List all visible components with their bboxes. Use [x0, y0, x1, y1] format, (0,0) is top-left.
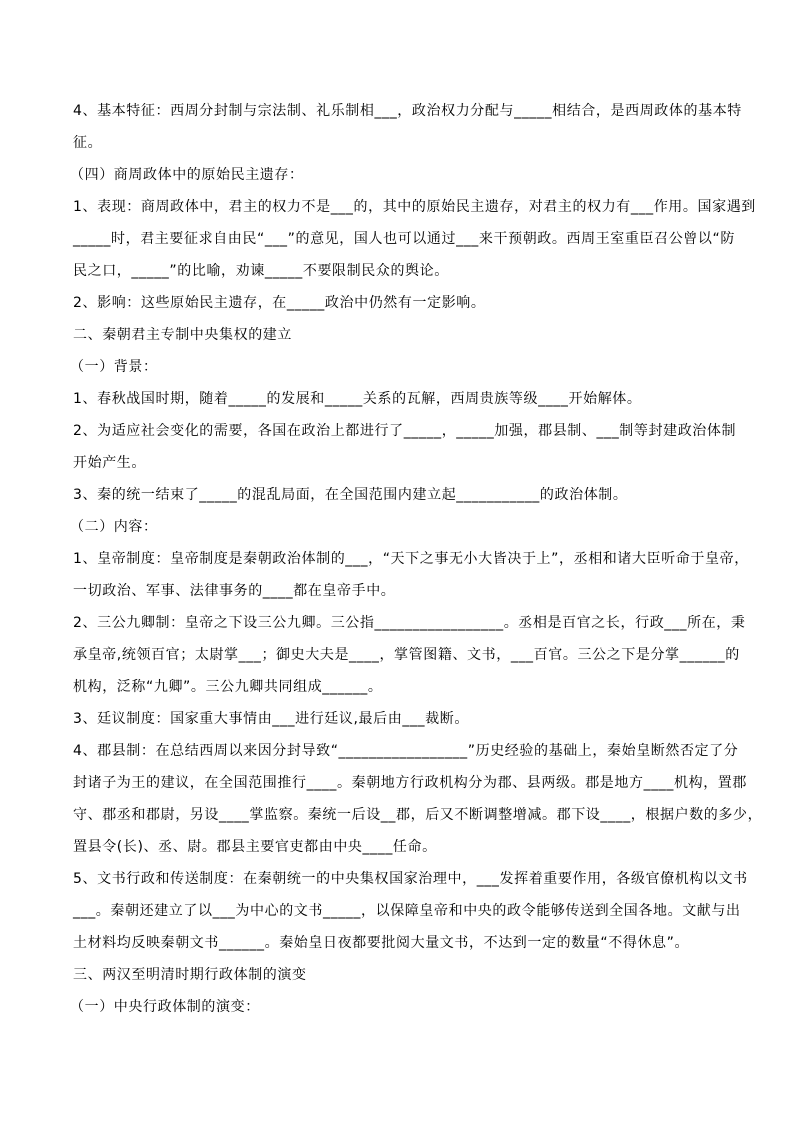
text-line: 3、廷议制度：国家重大事情由___进行廷议,最后由___裁断。: [73, 711, 469, 727]
text-line: 3、秦的统一结束了_____的混乱局面，在全国范围内建立起___________的政治体制。: [73, 487, 628, 503]
section-heading: （二）内容：: [70, 519, 158, 535]
text-line: 1、表现：商周政体中，君主的权力不是___的，其中的原始民主遗存，对君主的权力有___作用。国家遇到: [73, 199, 756, 215]
text-line: 2、为适应社会变化的需要，各国在政治上都进行了_____，_____加强，郡县制、___制等封建政治体制: [73, 423, 737, 439]
text-line: 一切政治、军事、法律事务的____都在皇帝手中。: [73, 583, 396, 599]
text-line: 4、基本特征：西周分封制与宗法制、礼乐制相___，政治权力分配与_____相结合，是西周政体的基本特: [73, 103, 742, 119]
text-line: 土材料均反映秦朝文书______。秦始皇日夜都要批阅大量文书，不达到一定的数量“不得休息”。: [73, 935, 690, 951]
text-line: 2、三公九卿制：皇帝之下设三公九卿。三公指_________________。丞相是百官之长，行政___所在，秉: [73, 615, 746, 631]
section-heading: （一）背景：: [70, 359, 158, 375]
section-heading: 三、两汉至明清时期行政体制的演变: [73, 967, 307, 983]
text-line: 承皇帝,统领百官；太尉掌___；御史大夫是____，掌管图籍、文书，___百官。三公之下是分掌______的: [73, 647, 740, 663]
section-heading: （一）中央行政体制的演变：: [70, 999, 260, 1015]
text-line: 4、郡县制：在总结西周以来因分封导致“_________________”历史经验的基础上，秦始皇断然否定了分: [73, 743, 739, 759]
text-line: 置县令(长)、丞、尉。郡县主要官吏都由中央____任命。: [73, 839, 437, 855]
section-heading: 二、秦朝君主专制中央集权的建立: [73, 327, 292, 343]
text-line: 开始产生。: [73, 455, 146, 471]
text-line: 2、影响：这些原始民主遗存，在_____政治中仍然有一定影响。: [73, 295, 486, 311]
text-line: 民之口，_____”的比喻，劝谏_____不要限制民众的舆论。: [73, 263, 449, 279]
text-line: 1、春秋战国时期，随着_____的发展和_____关系的瓦解，西周贵族等级____开始解体。: [73, 391, 642, 407]
text-line: ___。秦朝还建立了以___为中心的文书_____，以保障皇帝和中央的政令能够传送到全国各地。文献与出: [73, 903, 741, 919]
text-line: 封诸子为王的建议，在全国范围推行____。秦朝地方行政机构分为郡、县两级。郡是地方____机构，置郡: [73, 775, 747, 791]
text-line: 征。: [73, 135, 103, 151]
text-line: _____时，君主要征求自由民“___”的意见，国人也可以通过___来干预朝政。西周王室重臣召公曾以“防: [73, 231, 735, 247]
text-line: 守、郡丞和郡尉，另设____掌监察。秦统一后设__郡，后又不断调整增减。郡下设____，根据户数的多少，: [73, 807, 763, 823]
section-heading: （四）商周政体中的原始民主遗存：: [70, 167, 304, 183]
text-line: 5、文书行政和传送制度：在秦朝统一的中央集权国家治理中，___发挥着重要作用，各级官僚机构以文书: [73, 871, 748, 887]
text-line: 机构，泛称“九卿”。三公九卿共同组成______。: [73, 679, 383, 695]
text-line: 1、皇帝制度：皇帝制度是秦朝政治体制的___，“天下之事无小大皆决于上”，丞相和诸大臣听命于皇帝，: [73, 551, 749, 567]
